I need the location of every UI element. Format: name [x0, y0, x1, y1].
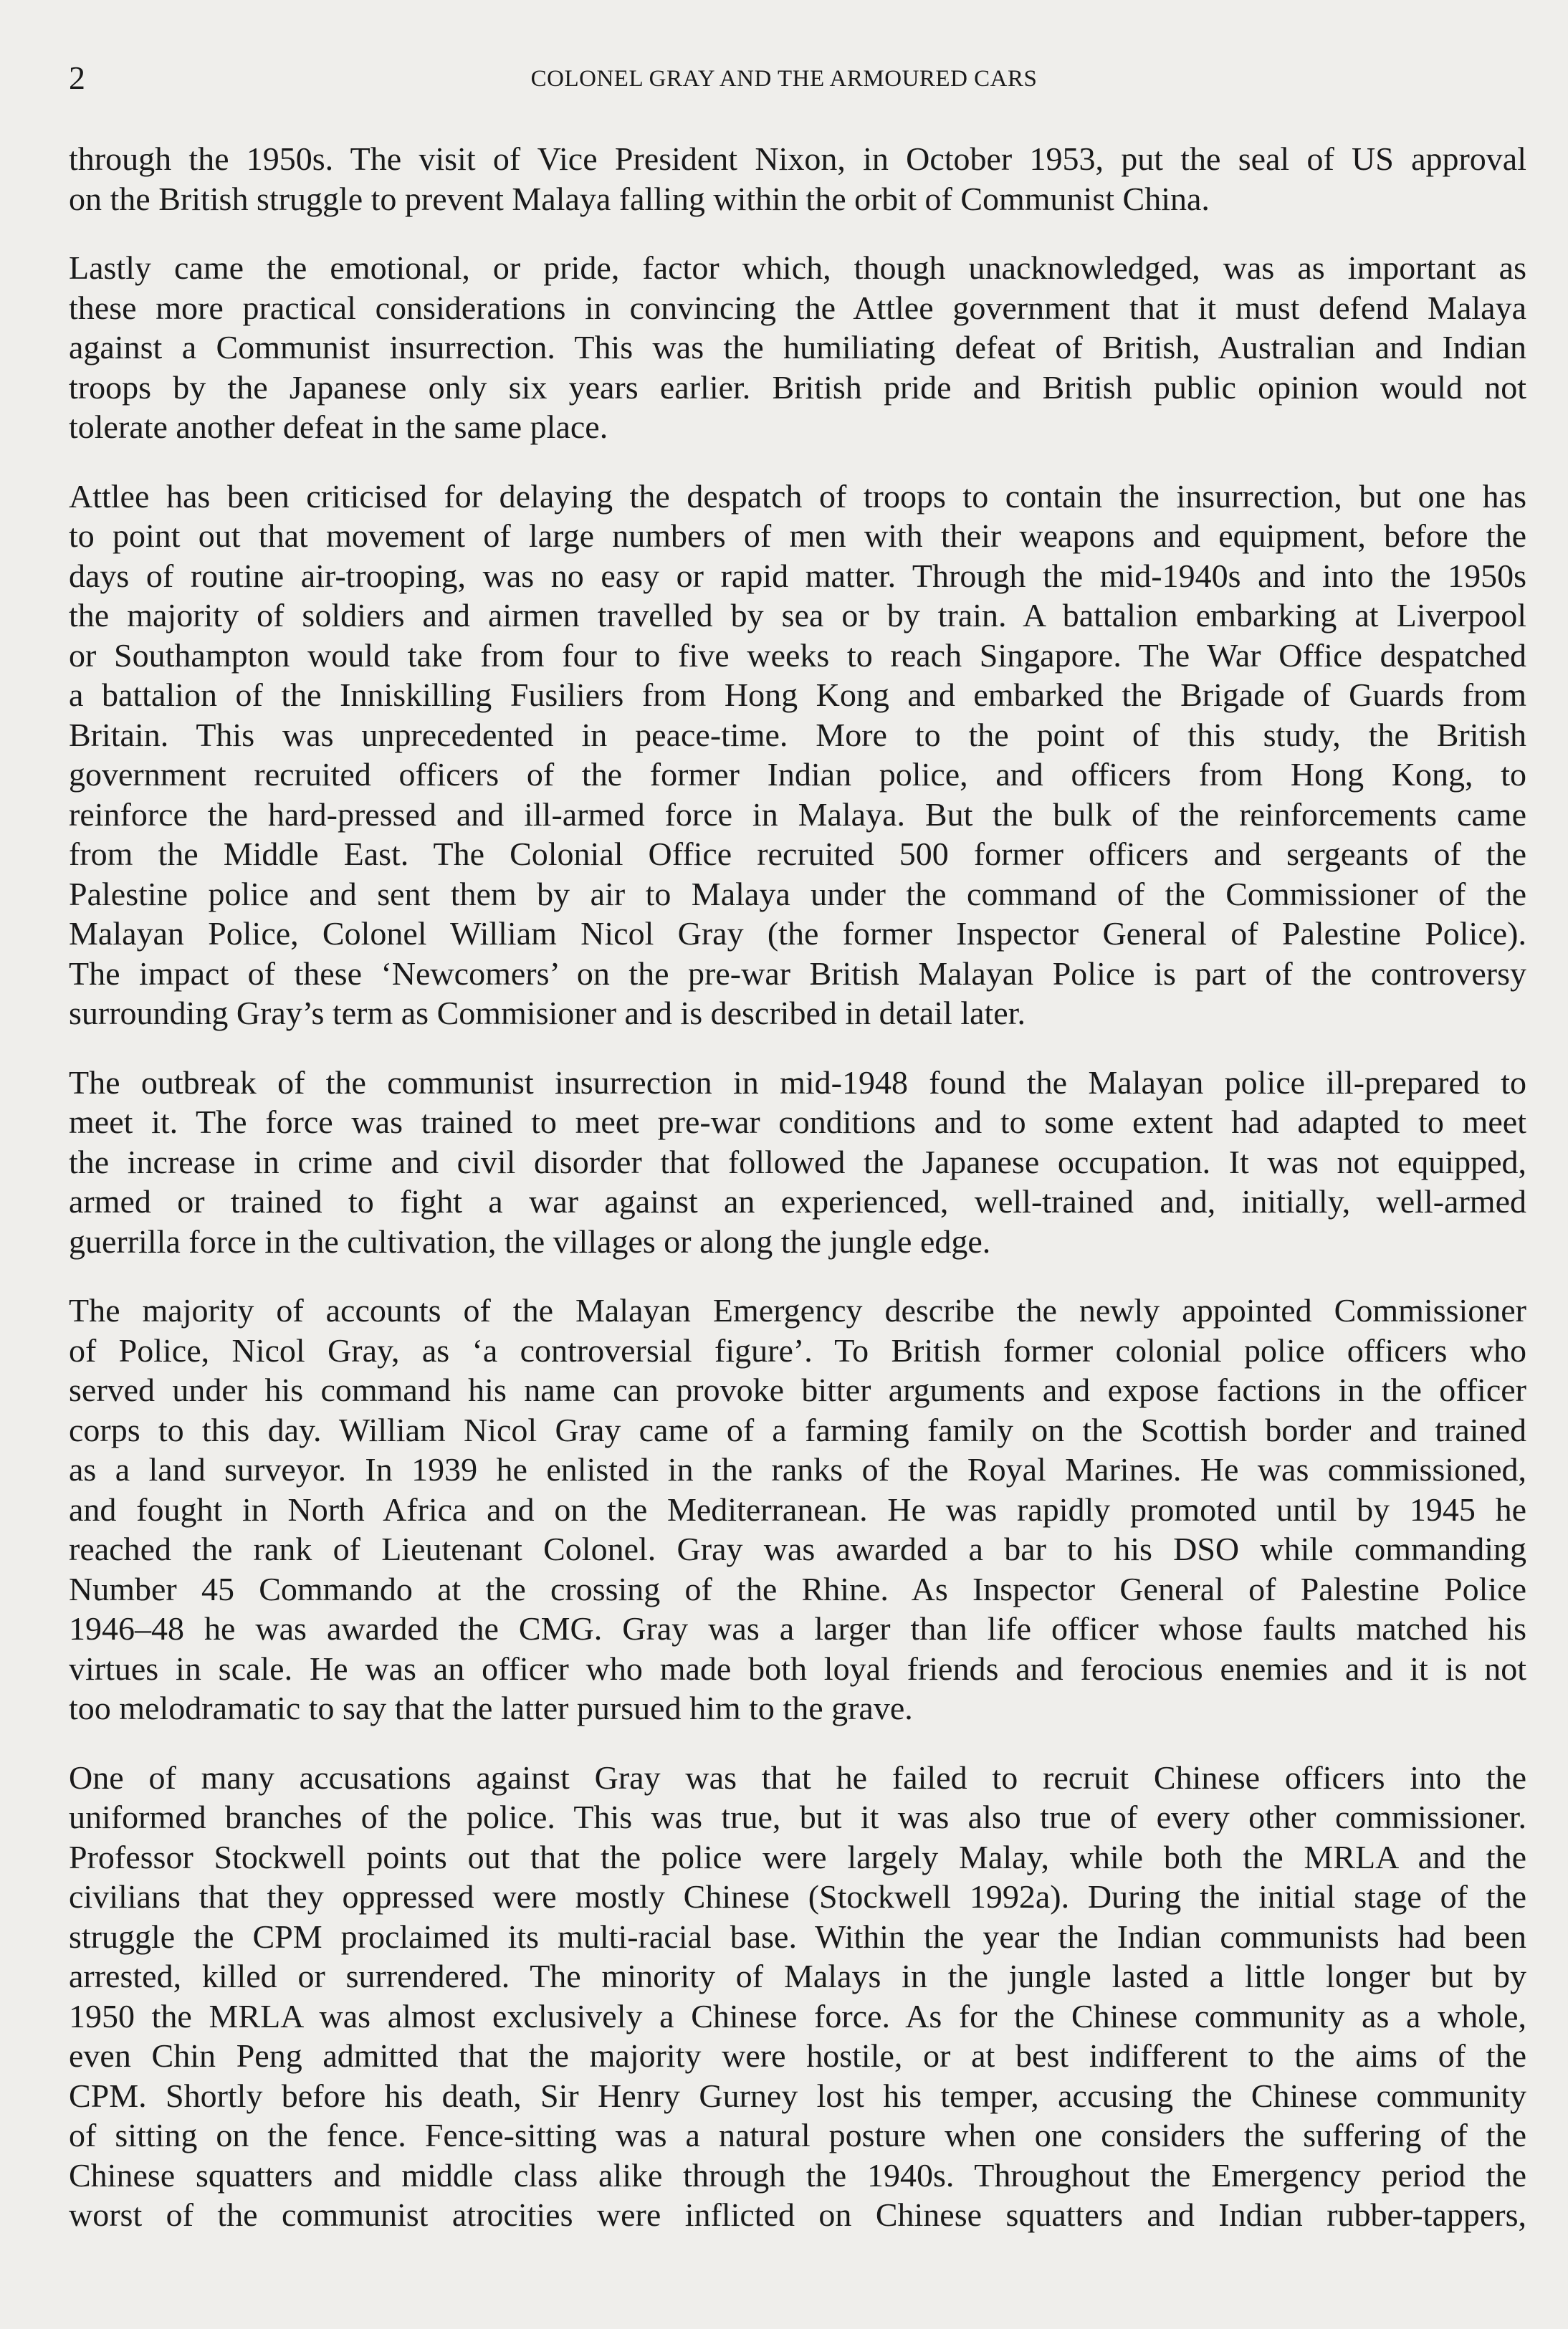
text-line: these more practical considerations in convincing the Attlee government that it must defend Malaya [69, 289, 1526, 326]
text-line: tolerate another defeat in the same place. [69, 408, 608, 445]
text-line: uniformed branches of the police. This was true, but it was also true of every other commissioner. [69, 1799, 1526, 1835]
text-line: of sitting on the fence. Fence-sitting was a natural posture when one considers the suffering of the [69, 2117, 1526, 2153]
text-line: The majority of accounts of the Malayan Emergency describe the newly appointed Commissioner [69, 1292, 1526, 1329]
text-line: Attlee has been criticised for delaying the despatch of troops to contain the insurrection, but one has [69, 477, 1526, 515]
text-line: troops by the Japanese only six years earlier. British pride and British public opinion would not [69, 368, 1526, 406]
paragraph [69, 248, 1526, 447]
paragraph [69, 477, 1526, 1033]
text-line: the majority of soldiers and airmen travelled by sea or by train. A battalion embarking at Liverpool [69, 597, 1526, 633]
text-line: government recruited officers of the former Indian police, and officers from Hong Kong, to [69, 756, 1526, 793]
text-line: CPM. Shortly before his death, Sir Henry Gurney lost his temper, accusing the Chinese community [69, 2077, 1526, 2114]
text-line: guerrilla force in the cultivation, the villages or along the jungle edge. [69, 1223, 991, 1260]
paragraph [69, 139, 1526, 219]
text-line: arrested, killed or surrendered. The minority of Malays in the jungle lasted a little longer but by [69, 1958, 1526, 1994]
text-line: days of routine air-trooping, was no easy or rapid matter. Through the mid-1940s and into the 1950s [69, 557, 1526, 594]
page-number: 2 [69, 59, 85, 96]
text-line: or Southampton would take from four to five weeks to reach Singapore. The War Office despatched [69, 636, 1526, 674]
text-line: Palestine police and sent them by air to Malaya under the command of the Commissioner of the [69, 875, 1526, 912]
text-line: Malayan Police, Colonel William Nicol Gray (the former Inspector General of Palestine Police). [69, 915, 1526, 952]
text-line: to point out that movement of large numbers of men with their weapons and equipment, before the [69, 517, 1526, 554]
paragraph [69, 1291, 1526, 1728]
text-line: The outbreak of the communist insurrection in mid-1948 found the Malayan police ill-prepared to [69, 1063, 1526, 1101]
text-line: corps to this day. William Nicol Gray came of a farming family on the Scottish border and trained [69, 1411, 1526, 1448]
text-line: One of many accusations against Gray was that he failed to recruit Chinese officers into the [69, 1759, 1526, 1796]
text-line: Lastly came the emotional, or pride, factor which, though unacknowledged, was as important as [69, 249, 1526, 286]
paragraph [69, 1063, 1526, 1262]
text-line: too melodramatic to say that the latter pursued him to the grave. [69, 1690, 913, 1726]
text-line: from the Middle East. The Colonial Office recruited 500 former officers and sergeants of the [69, 836, 1526, 872]
text-line: on the British struggle to prevent Malaya falling within the orbit of Communist China. [69, 180, 1210, 217]
paragraph [69, 1758, 1526, 2235]
text-line: and fought in North Africa and on the Mediterranean. He was rapidly promoted until by 1945 he [69, 1491, 1526, 1528]
text-line: 1946–48 he was awarded the CMG. Gray was a larger than life officer whose faults matched his [69, 1610, 1526, 1647]
text-line: worst of the communist atrocities were inflicted on Chinese squatters and Indian rubber-tappers, [69, 2196, 1526, 2233]
text-line: as a land surveyor. In 1939 he enlisted in the ranks of the Royal Marines. He was commissioned, [69, 1451, 1526, 1488]
text-line: Britain. This was unprecedented in peace-time. More to the point of this study, the British [69, 716, 1526, 753]
running-head: COLONEL GRAY AND THE ARMOURED CARS [530, 66, 1038, 92]
text-line: the increase in crime and civil disorder that followed the Japanese occupation. It was not equipped, [69, 1143, 1526, 1180]
text-line: struggle the CPM proclaimed its multi-racial base. Within the year the Indian communists had been [69, 1918, 1526, 1955]
body-text [69, 139, 1526, 2265]
text-line: reinforce the hard-pressed and ill-armed force in Malaya. But the bulk of the reinforcements came [69, 795, 1526, 833]
text-line: armed or trained to fight a war against an experienced, well-trained and, initially, well-armed [69, 1183, 1526, 1220]
text-line: meet it. The force was trained to meet pre-war conditions and to some extent had adapted to meet [69, 1104, 1526, 1140]
text-line: The impact of these ‘Newcomers’ on the pre-war British Malayan Police is part of the controversy [69, 955, 1526, 992]
text-line: a battalion of the Inniskilling Fusiliers from Hong Kong and embarked the Brigade of Guards from [69, 676, 1526, 713]
text-line: Number 45 Commando at the crossing of the Rhine. As Inspector General of Palestine Police [69, 1570, 1526, 1607]
text-line: virtues in scale. He was an officer who made both loyal friends and ferocious enemies and it is not [69, 1650, 1526, 1687]
text-line: against a Communist insurrection. This was the humiliating defeat of British, Australian and Indian [69, 329, 1526, 365]
text-line: served under his command his name can provoke bitter arguments and expose factions in the officer [69, 1372, 1526, 1408]
text-line: Chinese squatters and middle class alike through the 1940s. Throughout the Emergency period the [69, 2156, 1526, 2194]
text-line: through the 1950s. The visit of Vice President Nixon, in October 1953, put the seal of US approval [69, 140, 1526, 177]
text-line: 1950 the MRLA was almost exclusively a Chinese force. As for the Chinese community as a whole, [69, 1997, 1526, 2034]
text-line: even Chin Peng admitted that the majority were hostile, or at best indifferent to the aims of the [69, 2037, 1526, 2074]
text-line: of Police, Nicol Gray, as ‘a controversial figure’. To British former colonial police officers who [69, 1331, 1526, 1369]
text-line: reached the rank of Lieutenant Colonel. Gray was awarded a bar to his DSO while commanding [69, 1531, 1526, 1567]
text-line: Professor Stockwell points out that the police were largely Malay, while both the MRLA and the [69, 1838, 1526, 1875]
text-line: surrounding Gray’s term as Commisioner and is described in detail later. [69, 995, 1026, 1031]
text-line: civilians that they oppressed were mostly Chinese (Stockwell 1992a). During the initial stage of the [69, 1878, 1526, 1915]
